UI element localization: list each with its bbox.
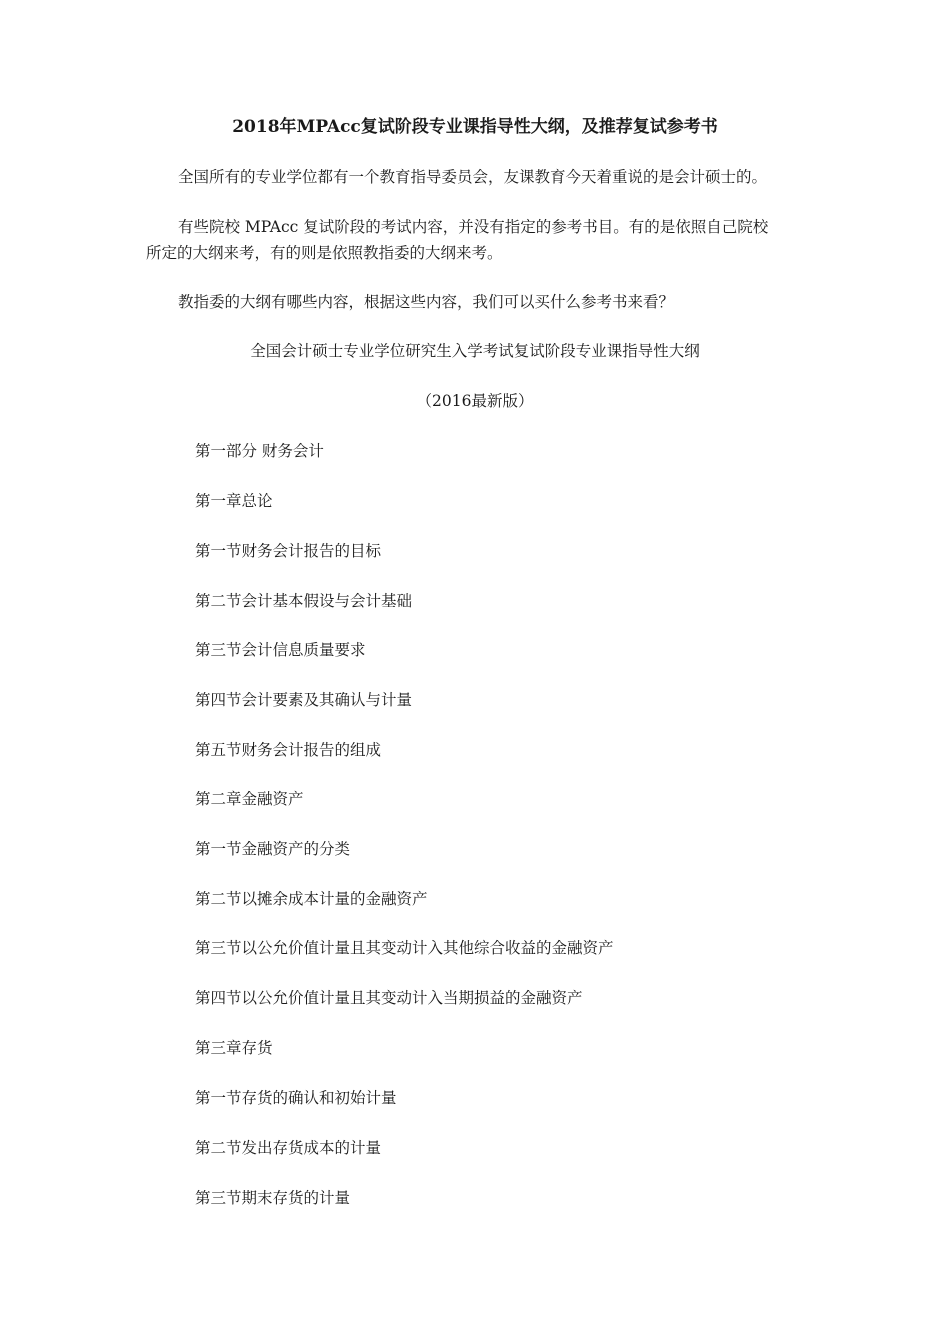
outline-item: 第四节以公允价值计量且其变动计入当期损益的金融资产 <box>195 989 583 1007</box>
outline-item: 第二章金融资产 <box>195 790 304 808</box>
outline-item: 第三章存货 <box>195 1039 273 1057</box>
outline-item: 第一部分 财务会计 <box>195 442 324 460</box>
question-paragraph: 教指委的大纲有哪些内容，根据这些内容，我们可以买什么参考书来看？ <box>178 293 675 311</box>
intro-paragraph: 全国所有的专业学位都有一个教育指导委员会，友课教育今天着重说的是会计硕士的。 <box>178 168 768 186</box>
outline-item: 第二节以摊余成本计量的金融资产 <box>195 890 428 908</box>
exam-content-paragraph-line-1: 有些院校 MPAcc 复试阶段的考试内容，并没有指定的参考书目。有的是依照自己院校 <box>178 218 769 236</box>
outline-item: 第三节期末存货的计量 <box>195 1189 351 1207</box>
outline-edition: （2016最新版） <box>416 392 534 410</box>
outline-item: 第二节会计基本假设与会计基础 <box>195 592 413 610</box>
exam-content-paragraph-line-2: 所定的大纲来考，有的则是依照教指委的大纲来考。 <box>146 244 503 262</box>
outline-item: 第一节金融资产的分类 <box>195 840 351 858</box>
outline-item: 第一节财务会计报告的目标 <box>195 542 382 560</box>
outline-item: 第二节发出存货成本的计量 <box>195 1139 382 1157</box>
outline-title: 全国会计硕士专业学位研究生入学考试复试阶段专业课指导性大纲 <box>250 342 700 360</box>
outline-item: 第四节会计要素及其确认与计量 <box>195 691 413 709</box>
outline-item: 第五节财务会计报告的组成 <box>195 741 382 759</box>
outline-item: 第一章总论 <box>195 492 273 510</box>
outline-item: 第三节以公允价值计量且其变动计入其他综合收益的金融资产 <box>195 939 614 957</box>
outline-item: 第三节会计信息质量要求 <box>195 641 366 659</box>
document-title: 2018年MPAcc复试阶段专业课指导性大纲，及推荐复试参考书 <box>232 117 718 137</box>
outline-item: 第一节存货的确认和初始计量 <box>195 1089 397 1107</box>
